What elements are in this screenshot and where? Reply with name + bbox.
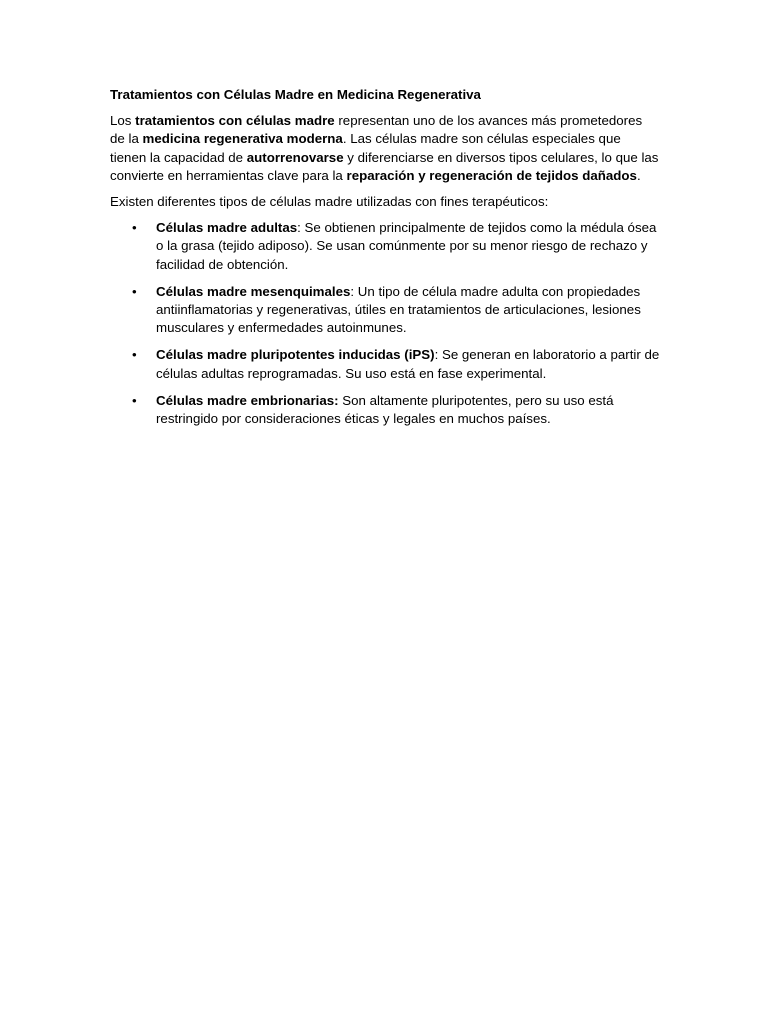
intro-text-1: Los — [110, 113, 136, 129]
document-page — [110, 86, 660, 437]
list-item — [110, 219, 660, 274]
list-item-text: Son altamente pluripotentes, pero su uso está restringido por consideraciones éticas y legales en muchos países. — [156, 392, 614, 427]
bullet-icon: • — [132, 220, 137, 236]
document-title: Tratamientos con Células Madre en Medicina Regenerativa — [110, 87, 481, 102]
intro-bold-1: tratamientos con células madre — [135, 113, 335, 129]
intro-bold-4: reparación y regeneración de tejidos dañados — [346, 167, 637, 183]
list-item-text: : Se obtienen principalmente de tejidos como la médula ósea o la grasa (tejido adiposo). Se usan comúnmente por su menor riesgo de rechazo y facilidad de obtención. — [156, 220, 657, 272]
list-item-term: Células madre pluripotentes inducidas (iPS) — [156, 347, 435, 363]
intro-paragraph — [110, 112, 660, 185]
intro-text-5: . — [636, 167, 641, 183]
bullet-icon: • — [132, 283, 137, 299]
intro-text-3: . Las células madre son células especiales que tienen la capacidad de — [110, 131, 621, 165]
intro-bold-2: medicina regenerativa moderna — [142, 131, 343, 147]
list-item — [110, 346, 660, 382]
stem-cell-types-list — [110, 219, 660, 428]
bullet-icon: • — [132, 392, 137, 408]
types-intro-paragraph: Existen diferentes tipos de células madre utilizadas con fines terapéuticos: — [110, 194, 549, 210]
list-item-term: Células madre embrionarias: — [156, 392, 339, 408]
list-item-text: : Se generan en laboratorio a partir de células adultas reprogramadas. Su uso está en fase experimental. — [156, 347, 660, 381]
list-item-text: : Un tipo de célula madre adulta con propiedades antiinflamatorias y regenerativas, útiles en tratamientos de articulaciones, lesiones musculares y enfermedades autoinmunes. — [156, 283, 641, 336]
list-item-term: Células madre adultas — [156, 220, 298, 236]
bullet-icon: • — [132, 347, 137, 363]
list-item — [110, 283, 660, 338]
list-item — [110, 392, 660, 428]
intro-text-2: representan uno de los avances más prometedores de la — [110, 113, 643, 147]
intro-text-4: y diferenciarse en diversos tipos celulares, lo que las convierte en herramientas clave para la — [110, 149, 659, 183]
list-item-term: Células madre mesenquimales — [156, 283, 351, 299]
intro-bold-3: autorrenovarse — [246, 149, 344, 165]
